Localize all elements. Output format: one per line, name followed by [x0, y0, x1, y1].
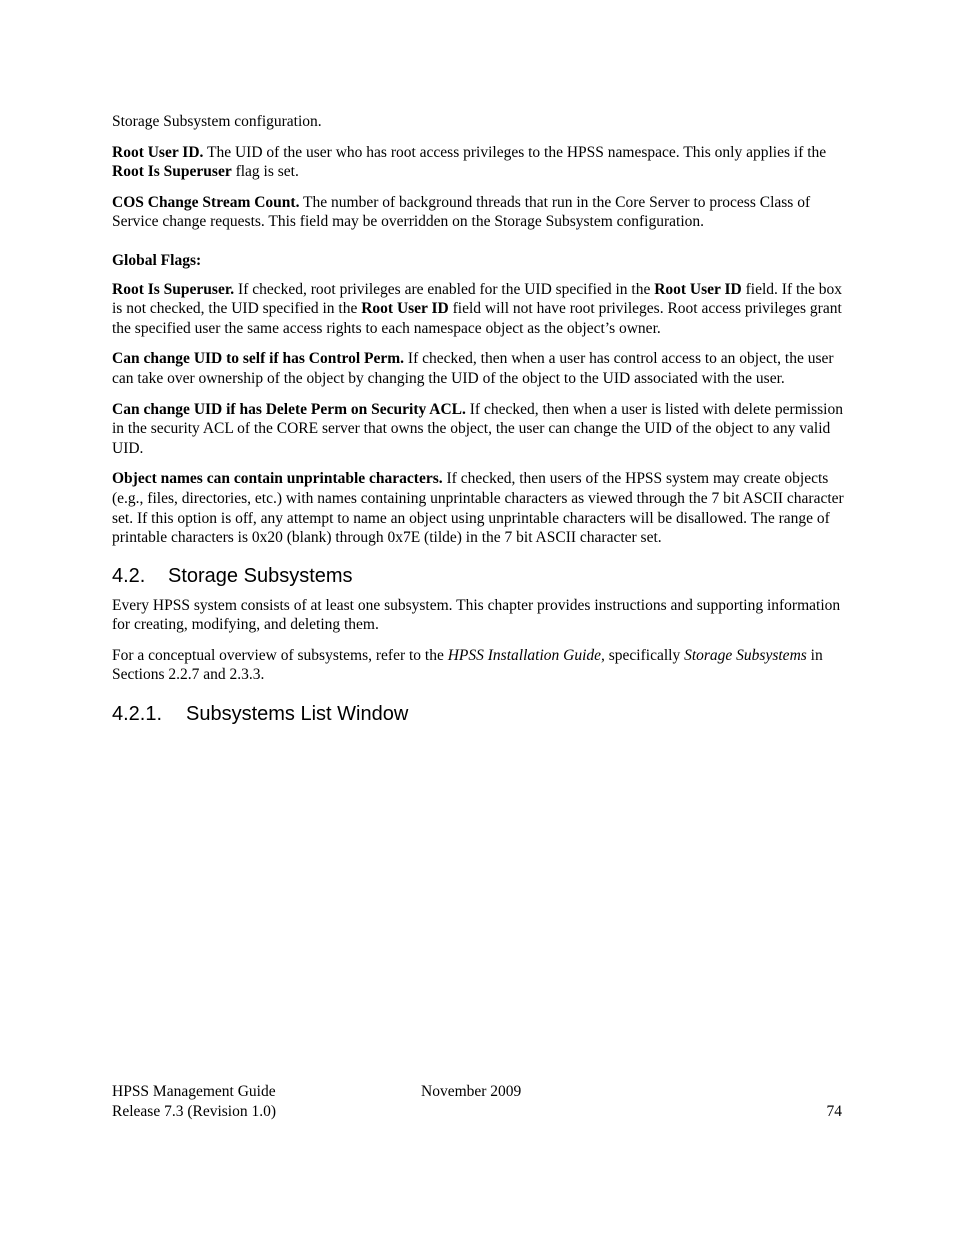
- text: If checked, root privileges are enabled for the UID specified in the: [234, 280, 655, 298]
- text: The UID of the user who has root access privileges to the HPSS namespace. This only applies if the: [203, 143, 827, 161]
- text: specifically: [604, 646, 685, 664]
- text: flag is set.: [231, 163, 299, 181]
- footer-page-number: 74: [826, 1103, 842, 1120]
- paragraph-unprintable-chars: [112, 469, 844, 547]
- paragraph-cos-change-stream-count: [112, 193, 844, 232]
- term-label: Object names can contain unprintable characters.: [112, 470, 443, 488]
- section-heading-4-2-1: [112, 703, 844, 726]
- text: in Sections 2.2.7 and 2.3.3.: [112, 646, 823, 684]
- paragraph-subsystems-intro: [112, 596, 844, 635]
- term-label: COS Change Stream Count.: [112, 193, 300, 211]
- text: If checked, then users of the HPSS system may create objects (e.g., files, directories, etc.) with names containing unprintable characters as viewed through the 7 bit ASCII character set. If this option is off, any attempt to name an object using unprintable characters will be disallowed. The range of printable characters is 0x20 (blank) through 0x7E (tilde) in the 7 bit ASCII character set.: [112, 470, 844, 547]
- text: The number of background threads that run in the Core Server to process Class of Service change requests. This field may be overridden on the Storage Subsystem configuration.: [112, 193, 811, 231]
- term-ref: Root User ID: [654, 280, 742, 298]
- topic-reference: Storage Subsystems: [684, 646, 807, 664]
- term-label: Root Is Superuser.: [112, 280, 235, 298]
- footer-doc-title: HPSS Management Guide: [112, 1083, 276, 1100]
- paragraph-conceptual-overview: [112, 646, 844, 685]
- text: Every HPSS system consists of at least one subsystem. This chapter provides instructions and supporting information for creating, modifying, and deleting them.: [112, 596, 841, 634]
- page-body: [112, 112, 844, 726]
- text: For a conceptual overview of subsystems, refer to the: [112, 646, 448, 664]
- paragraph-storage-subsystem-config: [112, 112, 844, 132]
- section-number: 4.2.1.: [112, 703, 163, 726]
- doc-reference: HPSS Installation Guide,: [447, 646, 605, 664]
- section-heading-4-2: [112, 565, 844, 588]
- page-footer: [112, 1082, 844, 1122]
- paragraph-root-is-superuser: [112, 280, 844, 339]
- global-flags-heading: Global Flags:: [112, 251, 202, 269]
- text: If checked, then when a user is listed with delete permission in the security ACL of the CORE server that owns the object, the user can change the UID of the object to any valid UID.: [112, 400, 843, 457]
- text: If checked, then when a user has control access to an object, the user can take over ownership of the object by changing the UID of the object to the UID associated with the user.: [112, 350, 834, 387]
- term-label: Root User ID.: [112, 143, 204, 161]
- paragraph-control-perm: [112, 349, 844, 388]
- term-ref: Root Is Superuser: [112, 163, 232, 181]
- term-ref: Root User ID: [361, 300, 449, 318]
- text: Storage Subsystem configuration.: [112, 113, 322, 130]
- paragraph-delete-perm: [112, 400, 844, 459]
- paragraph-root-user-id: [112, 143, 844, 182]
- footer-release: Release 7.3 (Revision 1.0): [112, 1103, 277, 1120]
- section-title: Storage Subsystems: [168, 564, 353, 587]
- section-number: 4.2.: [112, 564, 146, 587]
- term-label: Can change UID if has Delete Perm on Security ACL.: [112, 400, 466, 418]
- term-label: Can change UID to self if has Control Perm.: [112, 350, 405, 368]
- text: field will not have root privileges. Root access privileges grant the specified user the same access rights to each namespace object as the object’s owner.: [112, 300, 842, 337]
- section-title: Subsystems List Window: [186, 703, 409, 726]
- text: field. If the box is not checked, the UID specified in the: [112, 280, 843, 318]
- footer-date: November 2009: [421, 1083, 522, 1100]
